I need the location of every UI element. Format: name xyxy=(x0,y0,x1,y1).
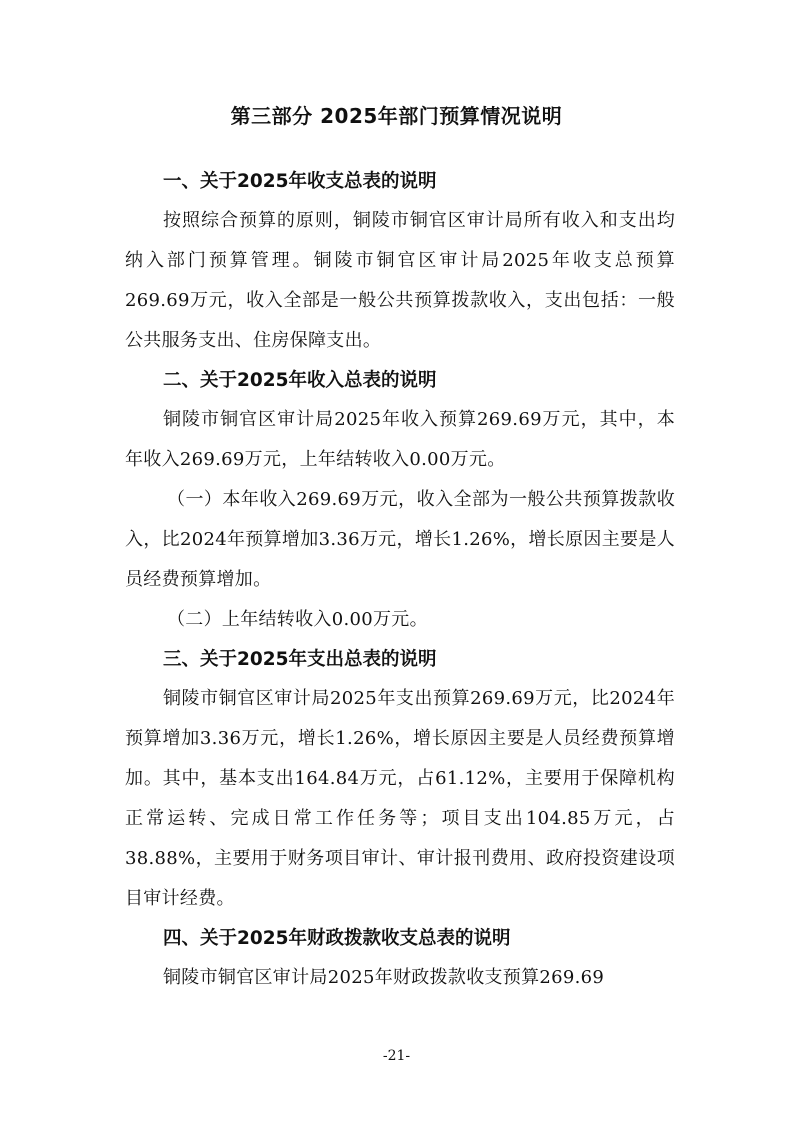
section-2-paragraph-3: （二）上年结转收入0.00万元。 xyxy=(167,609,428,630)
section-2-paragraph-1: 铜陵市铜官区审计局2025年收入预算269.69万元，其中，本年收入269.69万元，上年结转收入0.00万元。 xyxy=(125,409,675,470)
document-title: 第三部分 2025年部门预算情况说明 xyxy=(230,104,563,128)
document-body xyxy=(125,162,675,998)
section-heading-4: 四、关于2025年财政拨款收支总表的说明 xyxy=(163,928,511,949)
section-heading-1: 一、关于2025年收支总表的说明 xyxy=(163,171,437,192)
section-4-paragraph-1: 铜陵市铜官区审计局2025年财政拨款收支预算269.69 xyxy=(163,967,605,988)
section-1-paragraph-1: 按照综合预算的原则，铜陵市铜官区审计局所有收入和支出均纳入部门预算管理。铜陵市铜官区审计局2025年收支总预算269.69万元，收入全部是一般公共预算拨款收入，支出包括：一般公共服务支出、住房保障支出。 xyxy=(125,210,675,351)
page-number: -21- xyxy=(382,1048,411,1064)
section-heading-3: 三、关于2025年支出总表的说明 xyxy=(163,649,437,670)
section-2-paragraph-2: （一）本年收入269.69万元，收入全部为一般公共预算拨款收入，比2024年预算增加3.36万元，增长1.26%，增长原因主要是人员经费预算增加。 xyxy=(125,489,675,590)
section-heading-2: 二、关于2025年收入总表的说明 xyxy=(163,370,437,391)
section-3-paragraph-1: 铜陵市铜官区审计局2025年支出预算269.69万元，比2024年预算增加3.36万元，增长1.26%，增长原因主要是人员经费预算增加。其中，基本支出164.84万元，占61.12%，主要用于保障机构正常运转、完成日常工作任务等；项目支出104.85万元，占38.88%，主要用于财务项目审计、审计报刊费用、政府投资建设项目审计经费。 xyxy=(125,688,675,909)
